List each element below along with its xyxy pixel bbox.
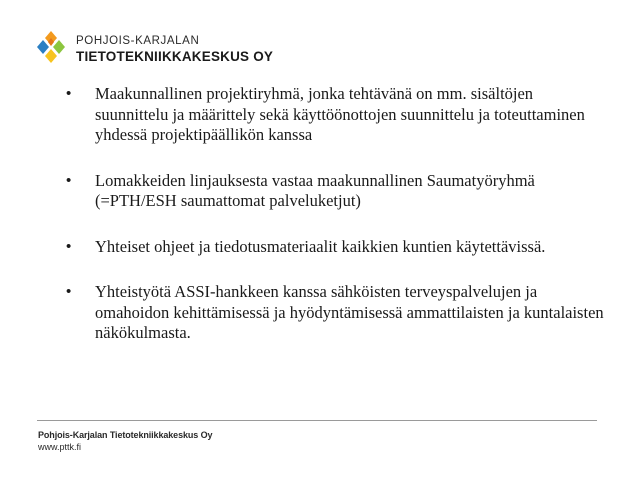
logo-text-line1: POHJOIS-KARJALAN — [76, 35, 200, 47]
bullet-list — [66, 84, 606, 369]
footer-company-name: Pohjois-Karjalan Tietotekniikkakeskus Oy — [38, 430, 213, 440]
logo-mark-icon — [34, 30, 68, 66]
company-logo — [34, 30, 394, 70]
logo-text-line2: TIETOTEKNIIKKAKESKUS OY — [76, 49, 274, 64]
footer-divider — [37, 420, 597, 421]
bullet-item-4: • Yhteistyötä ASSI-hankkeen kanssa sähköisten terveyspalvelujen ja omahoidon kehittämisessä ja hyödyntämisessä ammattilaisten ja kuntalaisten näkökulmasta. — [66, 282, 606, 344]
bullet-item-2: • Lomakkeiden linjauksesta vastaa maakunnallinen Saumatyöryhmä (=PTH/ESH saumattomat palveluketjut) — [66, 171, 606, 212]
footer-website-link[interactable]: www.pttk.fi — [38, 442, 82, 452]
bullet-item-1: • Maakunnallinen projektiryhmä, jonka tehtävänä on mm. sisältöjen suunnittelu ja määrittely sekä käyttöönottojen suunnittelu ja toteuttaminen yhdessä projektipäällikön kanssa — [66, 84, 606, 146]
bullet-item-3: • Yhteiset ohjeet ja tiedotusmateriaalit kaikkien kuntien käytettävissä. — [66, 237, 606, 258]
